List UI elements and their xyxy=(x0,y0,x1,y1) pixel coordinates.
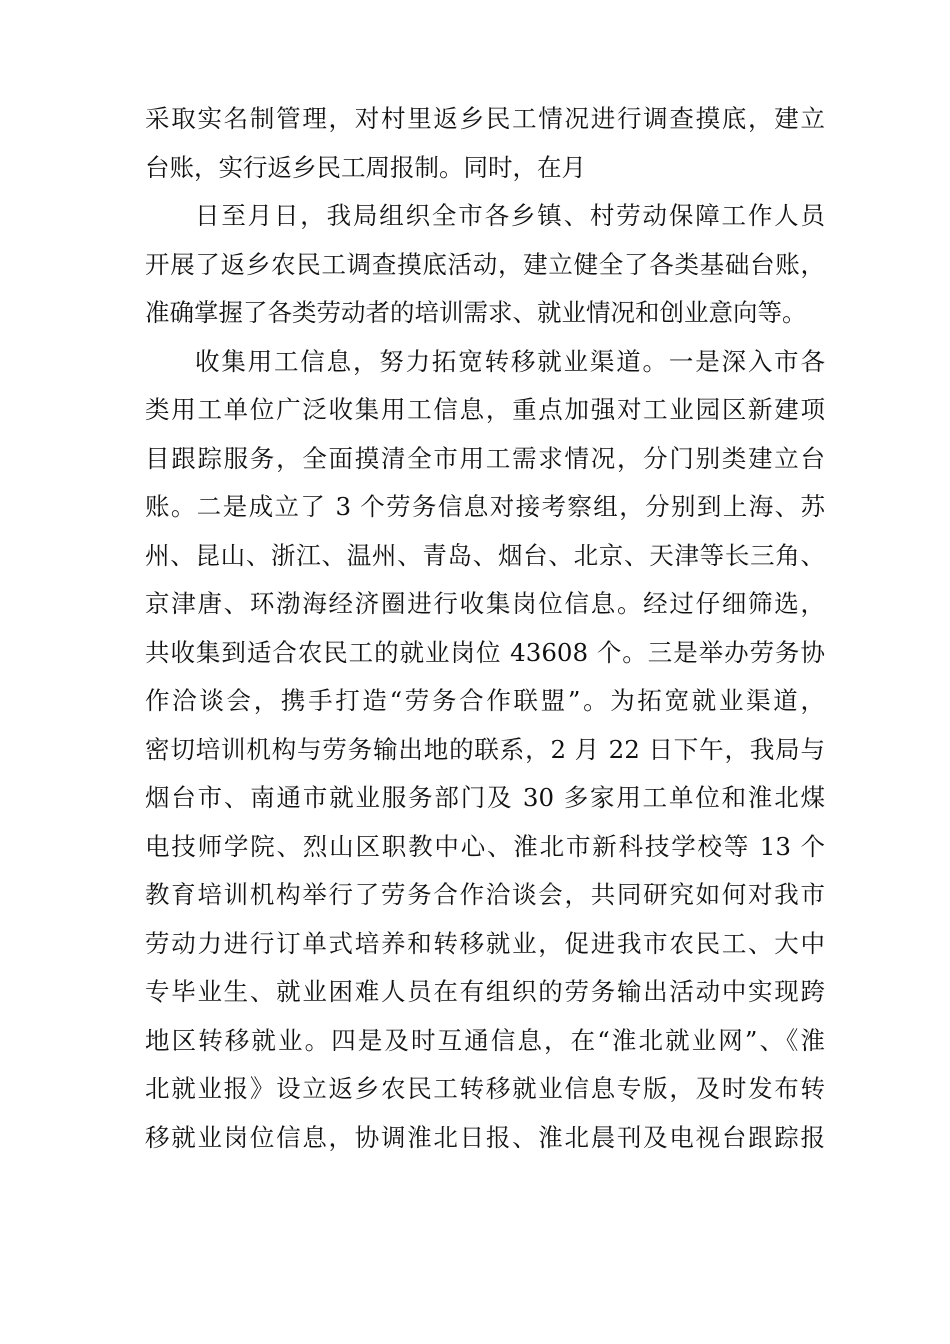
text-line: 台账，实行返乡民工周报制。同时，在月 xyxy=(145,152,586,182)
text-line: 电技师学院、烈山区职教中心、淮北市新科技学校等 13 个 xyxy=(145,831,825,861)
text-line: 烟台市、南通市就业服务部门及 30 多家用工单位和淮北煤 xyxy=(145,783,825,812)
paragraph-start-line: 日至月日，我局组织全市各乡镇、村劳动保障工作人员 xyxy=(195,201,825,230)
text-line: 北就业报》设立返乡农民工转移就业信息专版，及时发布转 xyxy=(145,1074,825,1103)
text-line: 劳动力进行订单式培养和转移就业，促进我市农民工、大中 xyxy=(145,928,825,958)
text-line: 开展了返乡农民工调查摸底活动，建立健全了各类基础台账， xyxy=(145,249,825,279)
text-line: 类用工单位广泛收集用工信息，重点加强对工业园区新建项 xyxy=(145,395,825,424)
text-line: 教育培训机构举行了劳务合作洽谈会，共同研究如何对我市 xyxy=(145,880,825,909)
text-line: 账。二是成立了 3 个劳务信息对接考察组，分别到上海、苏 xyxy=(145,492,825,521)
text-line: 州、昆山、浙江、温州、青岛、烟台、北京、天津等长三角、 xyxy=(145,540,825,570)
text-line: 京津唐、环渤海经济圈进行收集岗位信息。经过仔细筛选， xyxy=(145,589,825,618)
text-line: 移就业岗位信息，协调淮北日报、淮北晨刊及电视台跟踪报 xyxy=(145,1122,825,1152)
text-line: 采取实名制管理，对村里返乡民工情况进行调查摸底，建立 xyxy=(145,104,825,133)
text-line: 共收集到适合农民工的就业岗位 43608 个。三是举办劳务协 xyxy=(145,637,825,667)
text-line: 作洽谈会，携手打造“劳务合作联盟”。为拓宽就业渠道， xyxy=(145,686,825,715)
text-line: 密切培训机构与劳务输出地的联系，2 月 22 日下午，我局与 xyxy=(145,734,825,764)
document-body xyxy=(145,95,825,1162)
paragraph-start-line: 收集用工信息，努力拓宽转移就业渠道。一是深入市各 xyxy=(195,346,825,376)
text-line: 准确掌握了各类劳动者的培训需求、就业情况和创业意向等。 xyxy=(145,298,807,327)
text-line: 专毕业生、就业困难人员在有组织的劳务输出活动中实现跨 xyxy=(145,977,825,1006)
text-line: 目跟踪服务，全面摸清全市用工需求情况，分门别类建立台 xyxy=(145,443,825,473)
text-line: 地区转移就业。四是及时互通信息，在“淮北就业网”、《淮 xyxy=(145,1025,825,1055)
